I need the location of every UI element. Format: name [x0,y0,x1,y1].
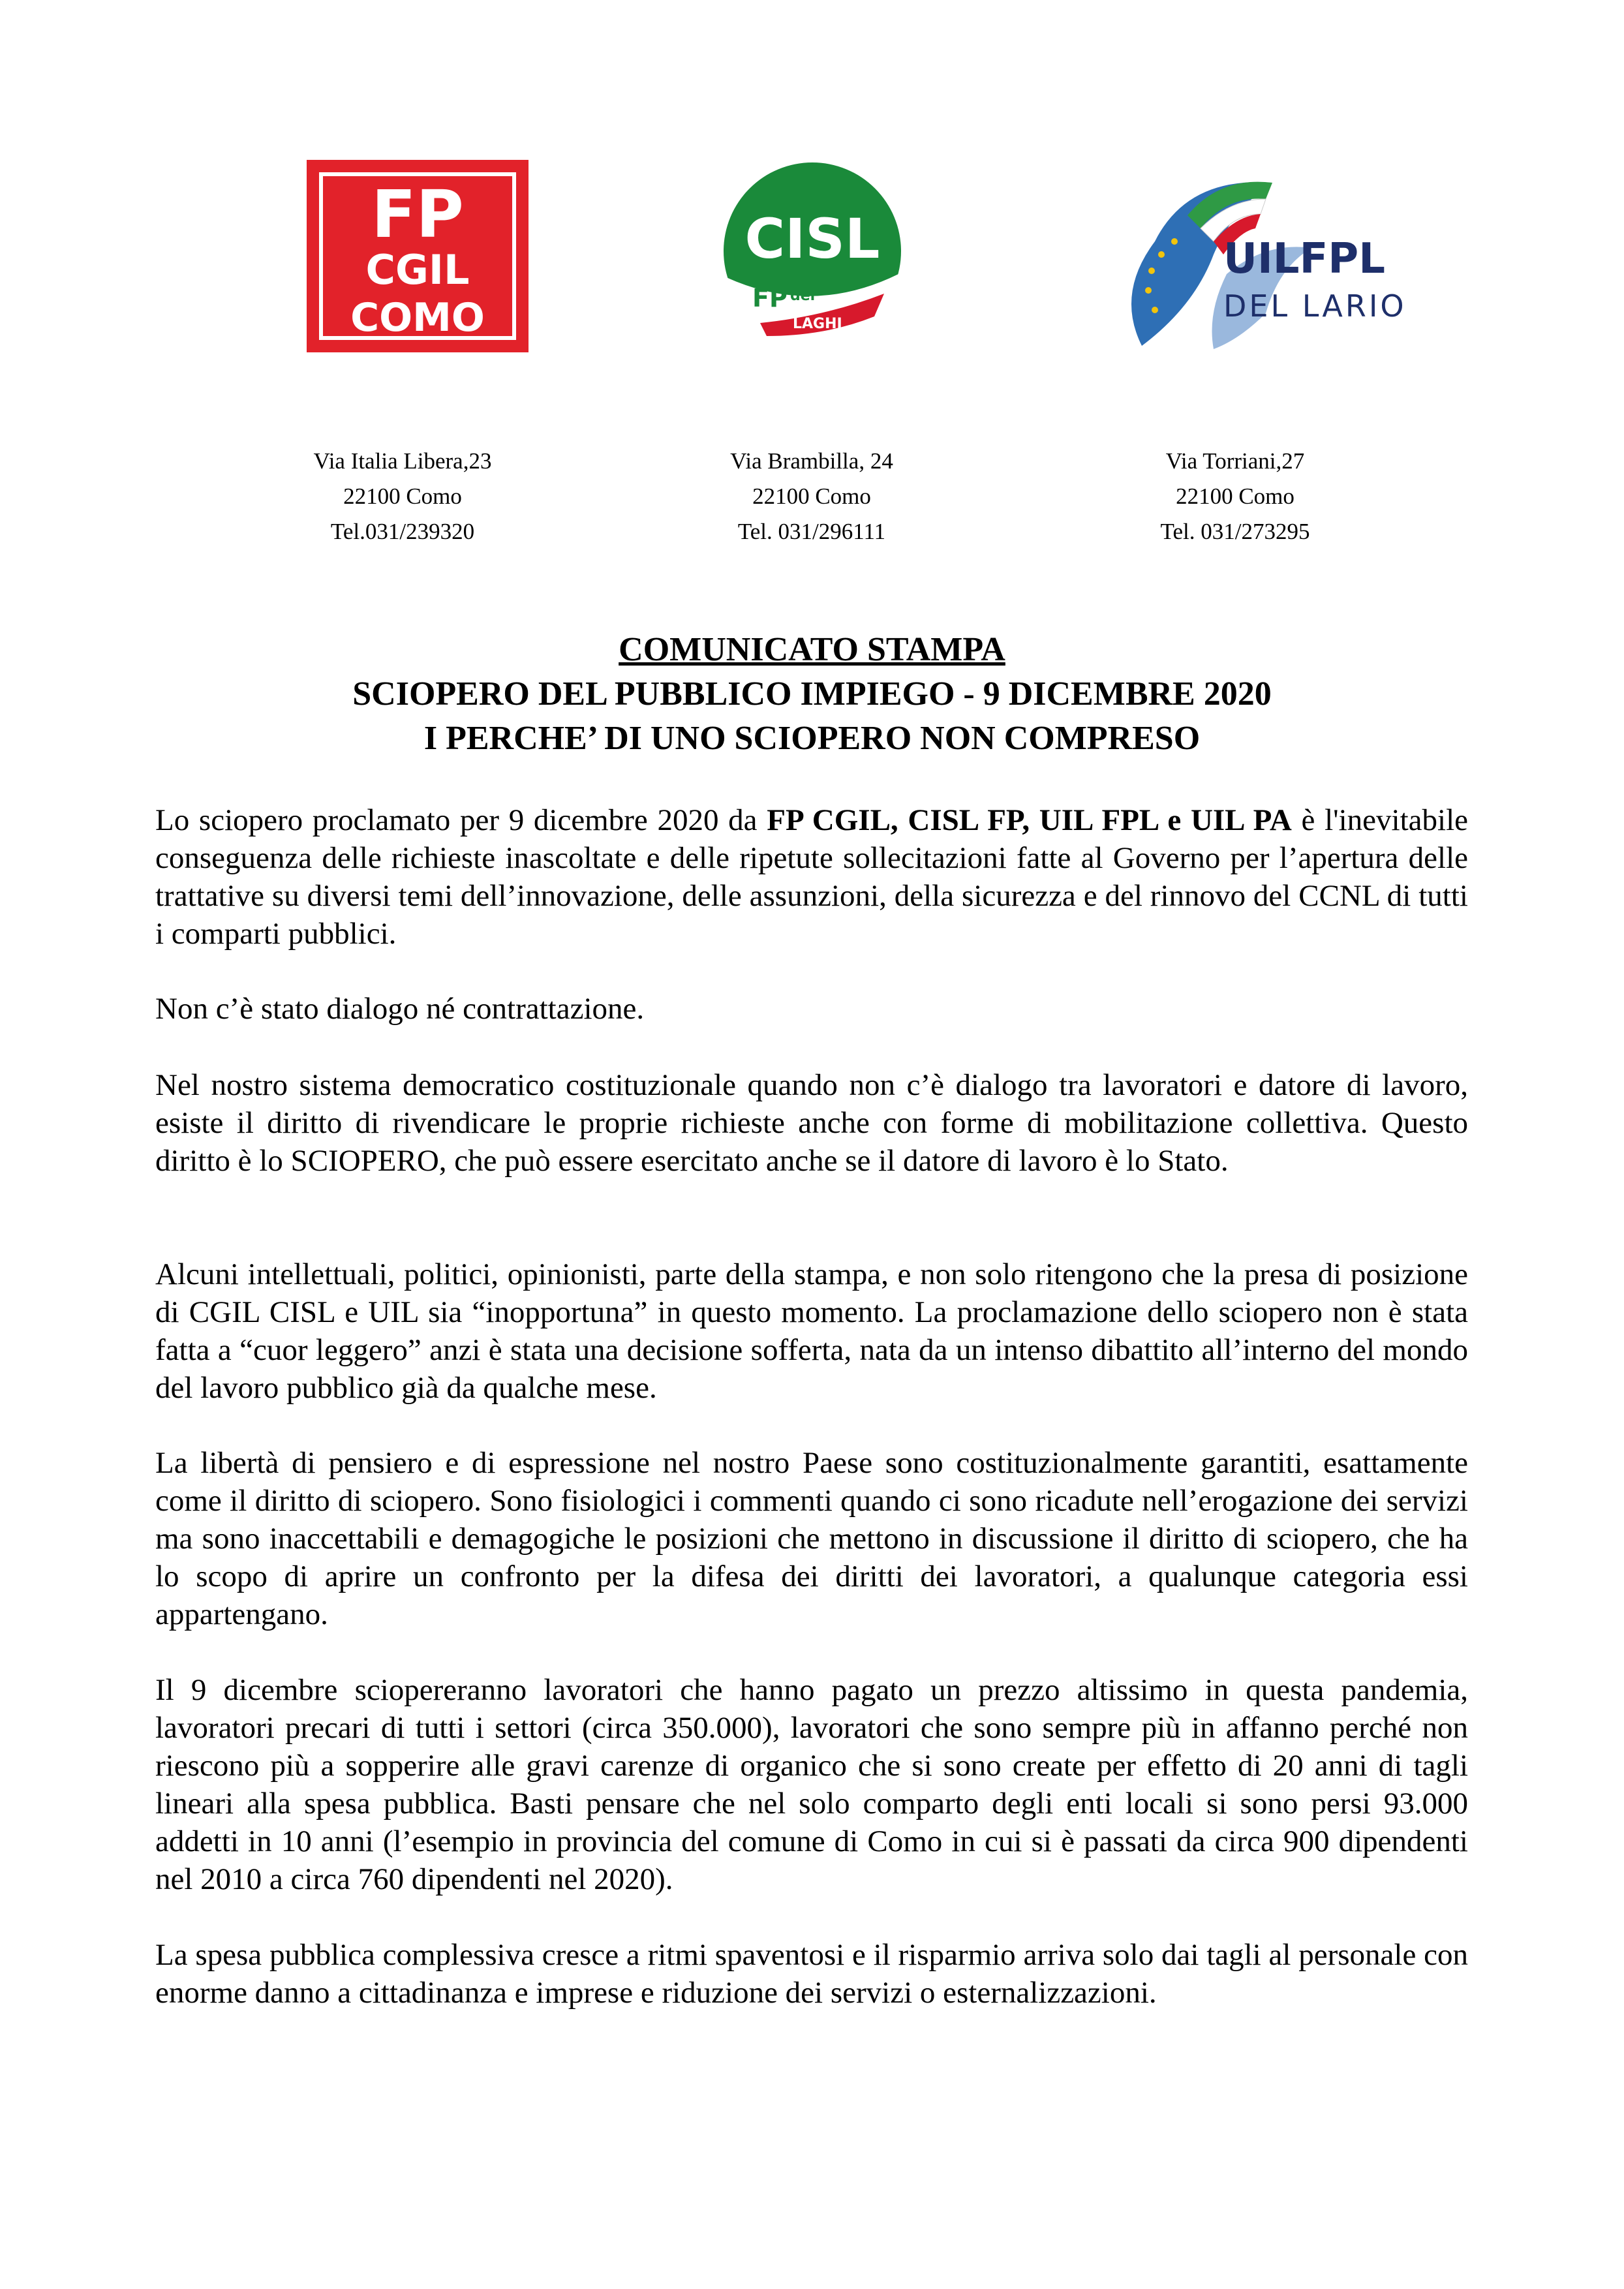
strike-subtitle: I PERCHE’ DI UNO SCIOPERO NON COMPRESO [423,720,1201,757]
cisl-fp-dei-laghi-logo [721,160,904,352]
address-street: Via Torriani,27 [1165,448,1305,474]
strike-title: SCIOPERO DEL PUBBLICO IMPIEGO - 9 DICEMBRE 2020 [352,675,1272,713]
address-city: 22100 Como [752,484,871,509]
address-phone: Tel. 031/273295 [1160,519,1310,544]
address-city: 22100 Como [343,484,462,509]
address-city: 22100 Como [1176,484,1295,509]
svg-text:DEL LARIO: DEL LARIO [1223,288,1407,324]
uilfpl-del-lario-logo [1116,163,1407,352]
paragraph-3: Nel nostro sistema democratico costituzionale quando non c’è dialogo tra lavoratori e datore di lavoro, esiste il diritto di rivendicare le proprie richieste anche con forme di mobilitazione collettiva. Questo diritto è lo SCIOPERO, che può essere esercitato anche se il datore di lavoro è lo Stato. [155,1068,1468,1178]
paragraph-5: La libertà di pensiero e di espressione nel nostro Paese sono costituzionalmente garantiti, esattamente come il diritto di sciopero. Sono fisiologici i commenti quando ci sono ricadute nell’erogazione dei servizi ma sono inaccettabili e demagogiche le posizioni che mettono in discussione il diritto di sciopero, che ha lo scopo di aprire un confronto per la difesa dei diritti dei lavoratori, a qualunque categoria essi appartengano. [155,1446,1468,1631]
press-release-title: COMUNICATO STAMPA [619,631,1005,668]
svg-text:CGIL: CGIL [365,246,470,294]
address-block-cisl [655,444,968,549]
svg-text:CISL: CISL [744,207,880,271]
paragraph-2: Non c’è stato dialogo né contrattazione. [155,992,645,1026]
address-phone: Tel.031/239320 [330,519,475,544]
fp-cgil-como-logo [307,160,529,352]
svg-text:UILFPL: UILFPL [1223,235,1385,283]
paragraph-4: Alcuni intellettuali, politici, opinionisti, parte della stampa, e non solo ritengono che la presa di posizione di CGIL CISL e UIL sia “inopportuna” in questo momento. La proclamazione dello sciopero non è stata fatta a “cuor leggero” anzi è stata una decisione sofferta, nata da un intenso dibattito all’interno del mondo del lavoro pubblico già da qualche mese. [155,1257,1468,1405]
paragraph-1: Lo sciopero proclamato per 9 dicembre 2020 da FP CGIL, CISL FP, UIL FPL e UIL PA è l'inevitabile conseguenza delle richieste inascoltate e delle ripetute sollecitazioni fatte al Governo per l’apertura delle trattative su diversi temi dell’innovazione, delle assunzioni, della sicurezza e del rinnovo del CCNL di tutti i comparti pubblici. [155,803,1468,951]
address-street: Via Italia Libera,23 [313,448,492,474]
svg-text:LAGHI: LAGHI [793,316,842,332]
address-block-fp-cgil [246,444,559,549]
paragraph-6: Il 9 dicembre sciopereranno lavoratori che hanno pagato un prezzo altissimo in questa pandemia, lavoratori precari di tutti i settori (circa 350.000), lavoratori che sono sempre più in affanno perché non riescono più a sopperire alle gravi carenze di organico che si sono create per effetto di 20 anni di tagli lineari alla spesa pubblica. Basti pensare che nel solo comparto degli enti locali si sono persi 93.000 addetti in 10 anni (l’esempio in provincia del comune di Como in cui si è passati da circa 900 dipendenti nel 2010 a circa 760 dipendenti nel 2020). [155,1673,1468,1896]
svg-text:FP: FP [371,176,464,253]
svg-text:dei: dei [790,288,816,304]
paragraph-7: La spesa pubblica complessiva cresce a ritmi spaventosi e il risparmio arriva solo dai tagli al personale con enorme danno a cittadinanza e imprese e riduzione dei servizi o esternalizzazioni. [155,1938,1468,2010]
unions-list: FP CGIL, CISL FP, UIL FPL e UIL PA [767,803,1292,837]
address-phone: Tel. 031/296111 [737,519,886,544]
svg-text:COMO: COMO [350,295,485,341]
address-block-uilfpl [1079,444,1392,549]
address-street: Via Brambilla, 24 [730,448,893,474]
svg-text:FP: FP [752,284,788,313]
